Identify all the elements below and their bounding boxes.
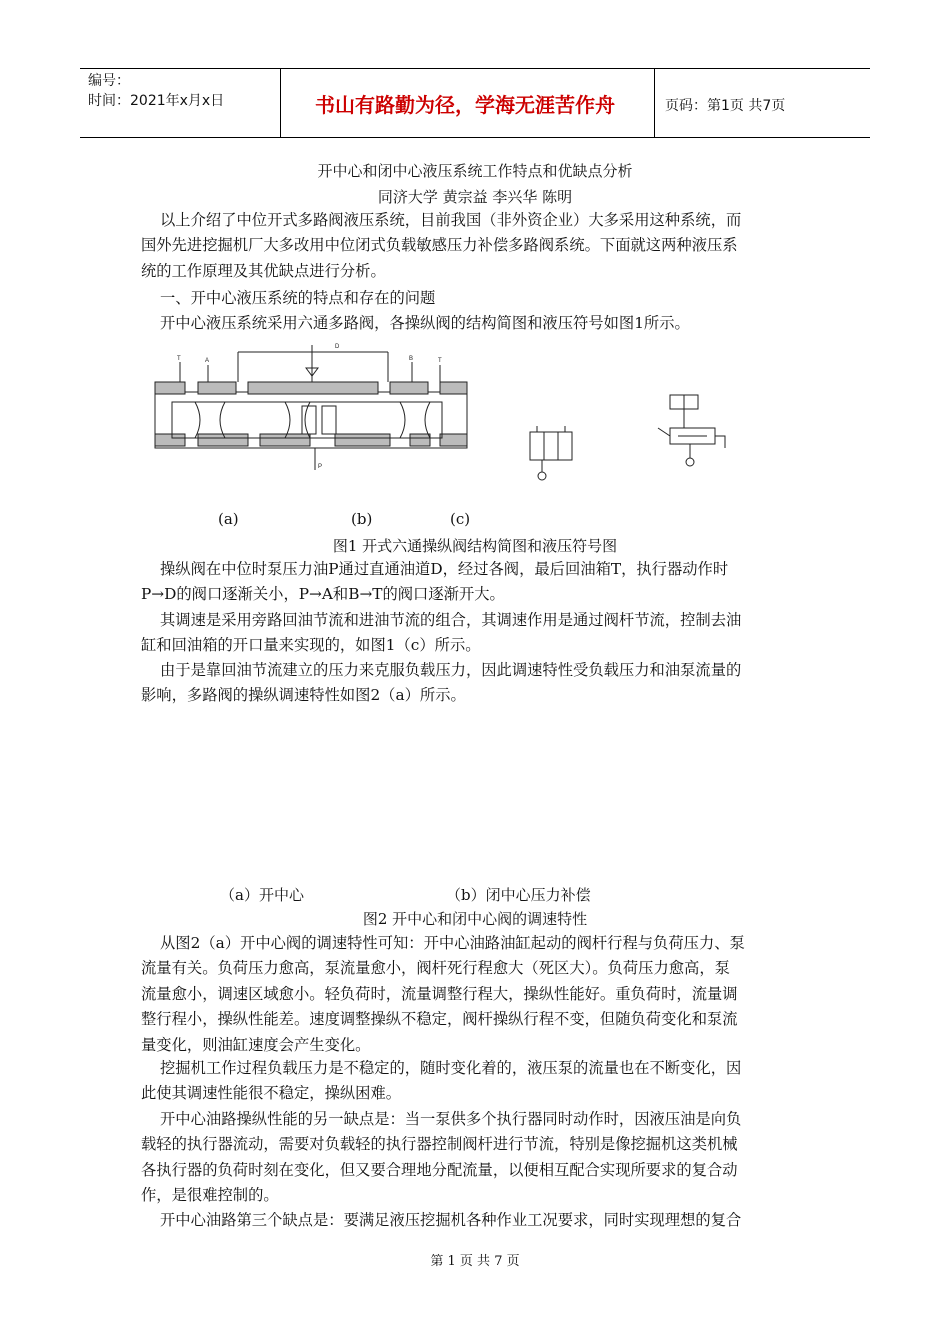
text-line: 由于是靠回油节流建立的压力来克服负载压力，因此调速特性受负载压力和油泵流量的 bbox=[160, 661, 742, 679]
port-label-b: B bbox=[409, 356, 414, 362]
paragraph-cont bbox=[141, 1081, 807, 1107]
text-line: 从图2（a）开中心阀的调速特性可知：开中心油路油缸起动的阀杆行程与负荷压力、泵 bbox=[160, 934, 745, 952]
port-label-t: T bbox=[177, 356, 181, 362]
port-label-a: A bbox=[205, 358, 210, 364]
text-line: 载轻的执行器流动，需要对负载轻的执行器控制阀杆进行节流，特别是像挖掘机这类机械 bbox=[141, 1135, 738, 1153]
text-line: 作，是很难控制的。 bbox=[141, 1186, 279, 1204]
figure2-sublabel-b: （b）闭中心压力补偿 bbox=[446, 886, 591, 904]
header-number: 编号： bbox=[88, 73, 130, 89]
article-authors: 同济大学 黄宗益 李兴华 陈明 bbox=[377, 188, 573, 206]
header-page-number: 页码：第1页 共7页 bbox=[665, 98, 786, 114]
text-line: 挖掘机工作过程负载压力是不稳定的，随时变化着的，液压泵的流量也在不断变化，因 bbox=[160, 1059, 742, 1077]
port-label-d: D bbox=[335, 344, 340, 350]
figure1-sublabel-b: (b) bbox=[351, 510, 373, 528]
text-line: 影响，多路阀的操纵调速特性如图2（a）所示。 bbox=[141, 686, 466, 704]
text-line: 开中心油路第三个缺点是：要满足液压挖掘机各种作业工况要求，同时实现理想的复合 bbox=[160, 1211, 742, 1229]
paragraph bbox=[160, 658, 826, 684]
paragraph bbox=[160, 1107, 826, 1133]
text-line: 开中心油路操纵性能的另一缺点是：当一泵供多个执行器同时动作时，因液压油是向负 bbox=[160, 1110, 742, 1128]
text-line: 操纵阀在中位时泵压力油P通过直通油道D，经过各阀，最后回油箱T，执行器动作时 bbox=[160, 560, 729, 578]
hydraulic-symbol-b bbox=[530, 426, 572, 480]
text-line: 量变化，则油缸速度会产生变化。 bbox=[141, 1035, 371, 1054]
text-line: 此使其调速性能很不稳定，操纵困难。 bbox=[141, 1084, 402, 1102]
page-footer: 第 1 页 共 7 页 bbox=[430, 1254, 520, 1269]
header-meta bbox=[88, 71, 224, 111]
text-line: 整行程小，操纵性能差。速度调整操纵不稳定，阀杆操纵行程不变，但随负荷变化和泵流 bbox=[141, 1010, 738, 1028]
section-heading bbox=[160, 286, 826, 312]
text-line: 流量愈小，调速区域愈小。轻负荷时，流量调整行程大，操纵性能好。重负荷时，流量调 bbox=[141, 984, 738, 1003]
valve-structure-drawing bbox=[155, 345, 467, 470]
paragraph bbox=[160, 557, 826, 583]
text-line: 以上介绍了中位开式多路阀液压系统，目前我国（非外资企业）大多采用这种系统，而 bbox=[160, 211, 742, 229]
header-motto: 书山有路勤为径，学海无涯苦作舟 bbox=[315, 93, 615, 117]
paragraph bbox=[160, 1056, 826, 1082]
text-line: 缸和回油箱的开口量来实现的，如图1（c）所示。 bbox=[141, 636, 481, 654]
figure1-caption: 图1 开式六通操纵阀结构简图和液压符号图 bbox=[332, 537, 618, 555]
port-label-t2: T bbox=[438, 358, 442, 364]
paragraph-cont bbox=[141, 633, 807, 659]
paragraph-cont bbox=[141, 1132, 807, 1209]
figure2-caption: 图2 开中心和闭中心阀的调速特性 bbox=[362, 910, 588, 928]
paragraph-cont bbox=[141, 956, 807, 1058]
port-label-p: P bbox=[318, 464, 323, 470]
figure1-sublabel-c: (c) bbox=[450, 510, 471, 528]
text-line: 其调速是采用旁路回油节流和进油节流的组合，其调速作用是通过阀杆节流，控制去油 bbox=[160, 611, 742, 629]
paragraph-cont bbox=[141, 582, 807, 608]
article-title: 开中心和闭中心液压系统工作特点和优缺点分析 bbox=[317, 162, 633, 180]
section-heading-text: 一、开中心液压系统的特点和存在的问题 bbox=[160, 289, 436, 307]
text-line: 国外先进挖掘机厂大多改用中位闭式负载敏感压力补偿多路阀系统。下面就这两种液压系 bbox=[141, 236, 738, 254]
text-line: P→D的阀口逐渐关小，P→A和B→T的阀口逐渐开大。 bbox=[141, 585, 505, 603]
paragraph-intro-cont bbox=[141, 233, 807, 284]
paragraph-section1 bbox=[160, 311, 826, 337]
text-line: 流量有关。负荷压力愈高，泵流量愈小，阀杆死行程愈大（死区大）。负荷压力愈高，泵 bbox=[141, 959, 730, 977]
text-line: 各执行器的负荷时刻在变化，但又要合理地分配流量，以便相互配合实现所要求的复合动 bbox=[141, 1160, 738, 1179]
hydraulic-symbol-c bbox=[658, 395, 725, 466]
text-line: 开中心液压系统采用六通多路阀，各操纵阀的结构简图和液压符号如图1所示。 bbox=[160, 314, 690, 332]
paragraph-intro bbox=[160, 208, 810, 234]
figure2-sublabel-a: （a）开中心 bbox=[220, 886, 304, 904]
paragraph bbox=[160, 931, 826, 957]
text-line: 统的工作原理及其优缺点进行分析。 bbox=[141, 261, 386, 280]
paragraph-cont bbox=[141, 683, 807, 709]
header-divider bbox=[654, 69, 655, 137]
paragraph bbox=[160, 608, 826, 634]
paragraph bbox=[160, 1208, 826, 1234]
figure1-sublabel-a: (a) bbox=[218, 510, 239, 528]
figure1-diagram bbox=[150, 340, 740, 490]
document-header bbox=[80, 68, 870, 138]
header-time: 时间：2021年x月x日 bbox=[88, 93, 225, 109]
